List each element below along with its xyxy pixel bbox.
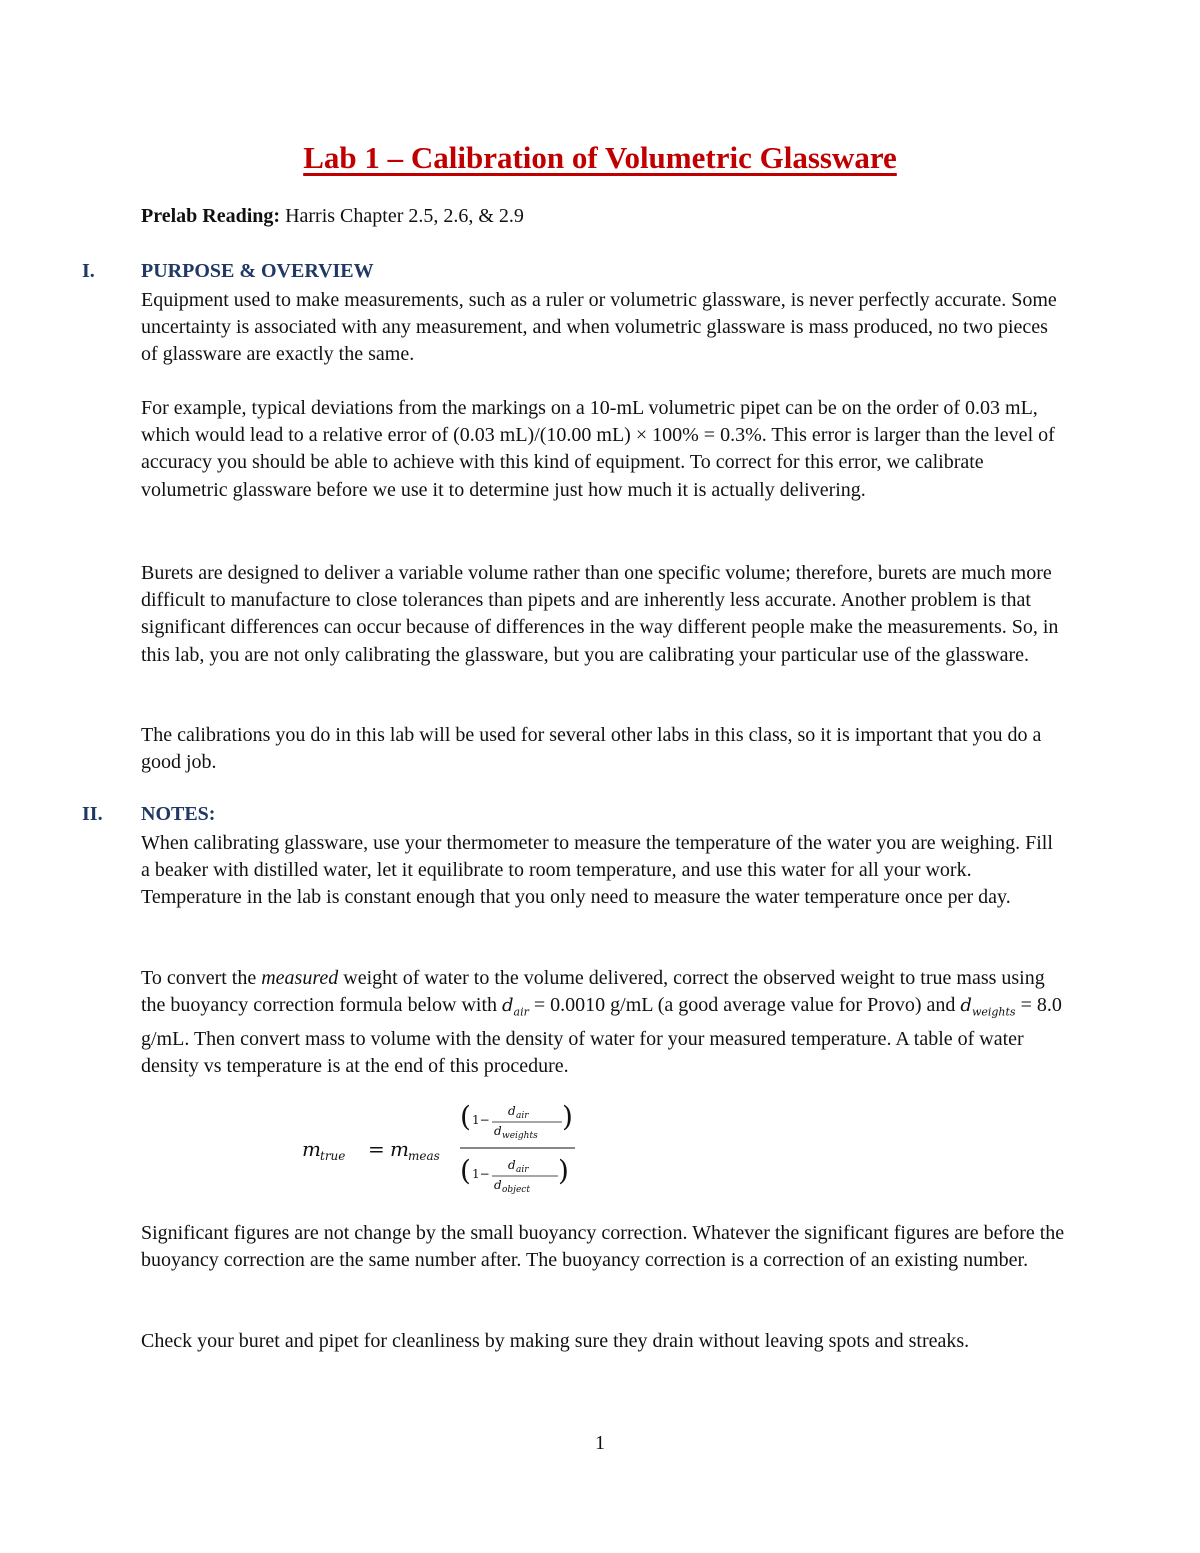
significant-figures-paragraph: Significant figures are not change by the small buoyancy correction. Whatever the significant figures are before the buoyancy correction are the same number after. The buoyancy correction is a correction of an existing number. — [141, 1222, 1065, 1272]
section-2-number: II. — [82, 803, 103, 825]
d-air-variable: $d_{air}$ — [502, 995, 529, 1019]
formula-rhs-m: m — [390, 1137, 409, 1161]
section-1-number: I. — [82, 260, 95, 282]
buoyancy-formula — [300, 1098, 600, 1198]
formula-num-d-1: d — [508, 1104, 516, 1118]
formula-lhs-m: m — [302, 1137, 321, 1161]
cleanliness-paragraph: Check your buret and pipet for cleanliness by making sure they drain without leaving spots and streaks. — [141, 1330, 970, 1352]
formula-paren-close-1: ) — [562, 1100, 573, 1133]
section-2-heading: NOTES: — [141, 803, 216, 825]
formula-num-air-2: air — [516, 1165, 529, 1175]
section-1-paragraph-3: Burets are designed to deliver a variable volume rather than one specific volume; therefore, burets are much more difficult to manufacture to close tolerances than pipets and are inherently less accurate. Another problem is that significant differences can occur because of differences in the way different people make the measurements. So, in this lab, you are not only calibrating the glassware, but you are calibrating your particular use of the glassware. — [141, 562, 1059, 666]
formula-paren-close-2: ) — [558, 1154, 569, 1187]
formula-one-2: 1− — [472, 1167, 490, 1181]
formula-den-weights: weights — [502, 1131, 538, 1141]
formula-num-d-2: d — [508, 1158, 516, 1172]
formula-rhs-sub: meas — [408, 1149, 440, 1163]
d-weights-variable: $d_{weights}$ — [960, 995, 1016, 1019]
page-number: 1 — [595, 1432, 605, 1454]
formula-one-1: 1− — [472, 1113, 490, 1127]
formula-den-object: object — [502, 1185, 530, 1195]
section-1-paragraph-2: For example, typical deviations from the markings on a 10-mL volumetric pipet can be on the order of 0.03 mL, which would lead to a relative error of (0.03 mL)/(10.00 mL) × 100% = 0.3%. This error is larger than the level of accuracy you should be able to achieve with this kind of equipment. To correct for this error, we calibrate volumetric glassware before we use it to determine just how much it is actually delivering. — [141, 397, 1055, 501]
measured-emphasis: measured — [261, 967, 339, 989]
section-1-paragraph-1: Equipment used to make measurements, such as a ruler or volumetric glassware, is never perfectly accurate. Some uncertainty is associated with any measurement, and when volumetric glassware is mass produced, no two pieces of glassware are exactly the same. — [141, 289, 1057, 366]
section-1-paragraph-4: The calibrations you do in this lab will be used for several other labs in this class, so it is important that you do a good job. — [141, 724, 1042, 774]
formula-equals: = — [368, 1137, 385, 1161]
buoyancy-paragraph: To convert the measured weight of water to the volume delivered, correct the observed weight to true mass using the buoyancy correction formula below with $d_{air} = 0.0010$ g/mL (a good average value for Provo) and $d_{weights} = 8.0$ g/mL. Then convert mass to volume with the density of water for your measured temperature. A table of water density vs temperature is at the end of this procedure. — [141, 967, 1062, 1078]
section-2-paragraph-1: When calibrating glassware, use your thermometer to measure the temperature of the water you are weighing. Fill a beaker with distilled water, let it equilibrate to room temperature, and use this water for all your work. Temperature in the lab is constant enough that you only need to measure the water temperature once per day. — [141, 832, 1053, 909]
formula-num-air-1: air — [516, 1111, 529, 1121]
formula-den-d-1: d — [494, 1124, 502, 1138]
formula-paren-open-1: ( — [460, 1100, 471, 1133]
prelab-reading — [141, 205, 524, 228]
prelab-label: Prelab Reading: — [141, 205, 281, 227]
formula-paren-open-2: ( — [460, 1154, 471, 1187]
formula-den-d-2: d — [494, 1178, 502, 1192]
prelab-text: Harris Chapter 2.5, 2.6, & 2.9 — [280, 205, 524, 227]
section-1-heading: PURPOSE & OVERVIEW — [141, 260, 374, 282]
formula-lhs-sub: true — [320, 1149, 346, 1163]
page-title: Lab 1 – Calibration of Volumetric Glassware — [303, 140, 897, 175]
